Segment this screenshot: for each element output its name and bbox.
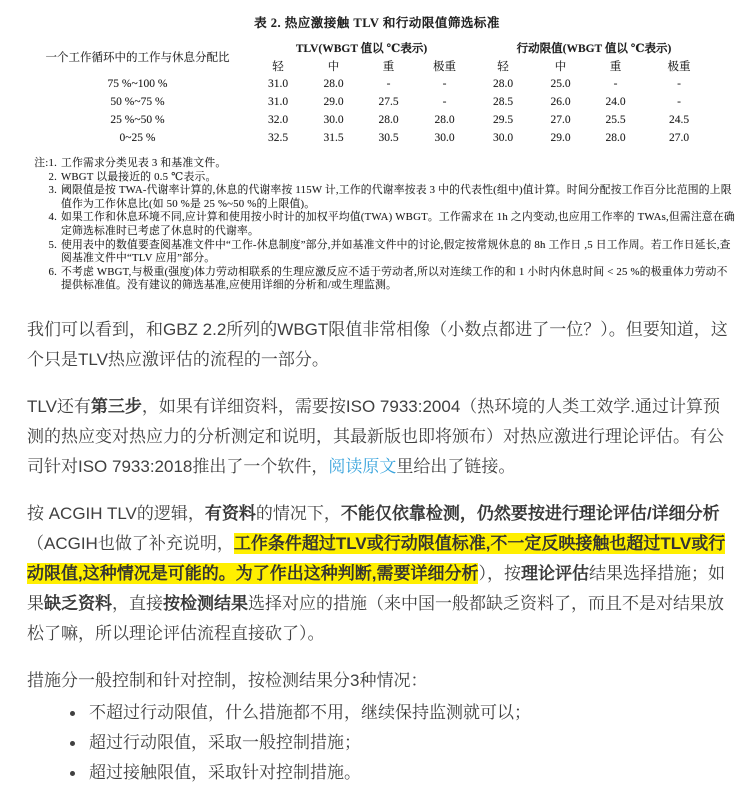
paragraph-text: ），按: [478, 563, 521, 583]
read-original-link[interactable]: 阅读原文: [328, 456, 397, 476]
note-text: 阈限值是按 TWA-代谢率计算的,休息的代谢率按 115W 计,工作的代谢率按表 3 中的代表性(组中)值计算。时间分配按工作百分比范围的上限值作为工作休息比(如 50 %是 25 %~50 %的上限值)。: [61, 184, 732, 210]
table-cell: -: [386, 78, 391, 90]
note-text: 工作需求分类见表 3 和基准文件。: [61, 157, 227, 169]
table-title: 表 2. 热应激接触 TLV 和行动限值筛选标准: [254, 16, 500, 30]
list-item-text: 超过接触限值，采取针对控制措施。: [89, 762, 361, 782]
table-cell: 28.0: [605, 132, 626, 144]
table-cell: -: [442, 78, 447, 90]
table-note: [30, 157, 736, 171]
table-cell: 32.0: [267, 114, 289, 126]
table-cell: 27.0: [668, 132, 690, 144]
table-cell: 30.0: [323, 114, 344, 126]
paragraph-text: ，直接: [112, 593, 163, 613]
bold-text: 第三步: [90, 396, 142, 416]
column-header: 极重: [433, 61, 456, 73]
bold-text: 不能仅依靠检测，仍然要按进行理论评估/详细分析: [340, 503, 720, 523]
column-header: 重: [382, 61, 395, 73]
paragraph-text: 按 ACGIH TLV的逻辑，: [27, 503, 205, 523]
table-cell: 28.5: [492, 96, 514, 108]
bold-text: 理论评估: [520, 563, 589, 583]
note-text: WBGT 以最接近的 0.5 ℃表示。: [61, 170, 217, 183]
paragraph-text: TLV还有: [27, 396, 91, 416]
column-header: 轻: [497, 61, 509, 73]
paragraph-text: （ACGIH也做了补充说明，: [27, 533, 234, 553]
paragraph-text: 里给出了链接。: [396, 456, 516, 476]
table-cell: 30.0: [492, 132, 514, 144]
table-cell: 27.5: [378, 96, 399, 108]
table-note: [30, 211, 736, 238]
bullet-icon: [70, 771, 75, 776]
paragraph-text: ，如果有详细资料，需要按ISO 7933:2004（热环境的人类工效学.通过计算预测的热应变对热应力的分析测定和说明，其最新版也即将颁布）对热应激进行理论评估。有公司针对ISO 7933:2018推出了一个软件，: [27, 396, 724, 476]
bullet-icon: [70, 711, 75, 716]
table-note: [30, 266, 736, 293]
tlv-limits-table: [25, 39, 715, 147]
column-header: 轻: [272, 61, 284, 73]
table-cell: -: [677, 78, 681, 90]
row-header: 一个工作循环中的工作与休息分配比: [45, 52, 230, 64]
note-text: 使用表中的数值要查阅基准文件中“工作-休息制度”部分,并如基准文件中的讨论,假定按常规休息的 8h 工作日 ,5 日工作周。若工作日延长,查阅基准文件中“TLV 应用”部分。: [61, 238, 731, 265]
table-cell: 28.0: [323, 78, 344, 90]
scanned-table-section: [0, 0, 754, 293]
table-cell: 27.0: [550, 114, 571, 126]
row-label: 0~25 %: [119, 132, 156, 144]
paragraph-acgih-logic: [27, 499, 728, 649]
paragraph-text: 结果选择措施；如果: [27, 563, 725, 613]
table-cell: -: [442, 96, 447, 108]
note-number: 6.: [48, 265, 57, 278]
bullet-icon: [70, 741, 75, 746]
table-row: [25, 129, 715, 147]
table-cell: 28.0: [434, 114, 455, 126]
paragraph-measures-intro: [27, 666, 728, 696]
table-cell: 28.0: [378, 114, 399, 126]
table-cell: 26.0: [550, 96, 571, 108]
note-number: 2.: [48, 170, 57, 183]
table-row: [25, 75, 715, 93]
column-group-action-limit: 行动限值(WBGT 值以 ℃表示): [516, 43, 672, 55]
measures-list: [27, 698, 728, 788]
paragraph-text: 我们可以看到，和GBZ 2.2所列的WBGT限值非常相像（小数点都进了一位？）。但要知道，这个只是TLV热应激评估的流程的一部分。: [27, 319, 728, 369]
table-note: [30, 171, 736, 185]
table-cell: 24.5: [668, 114, 690, 126]
bold-text: 有资料: [204, 503, 256, 523]
note-number: 5.: [48, 238, 57, 251]
table-cell: 30.0: [434, 132, 455, 144]
table-notes: [30, 157, 736, 293]
list-item-text: 超过行动限值，采取一般控制措施；: [89, 732, 361, 752]
list-item: [57, 758, 728, 788]
table-cell: 31.5: [323, 132, 344, 144]
note-text: 不考虑 WBGT,与极重(强度)体力劳动相联系的生理应激反应不适于劳动者,所以对连续工作的和 1 小时内休息时间 < 25 %的极重体力劳动不提供标准值。没有建议的筛选基准,应使用详细的分析和/或生理监测。: [61, 265, 728, 292]
table-cell: -: [613, 78, 618, 90]
column-header: 极重: [667, 61, 691, 73]
list-item: [57, 728, 728, 758]
table-cell: 32.5: [267, 132, 289, 144]
table-cell: 31.0: [267, 96, 289, 108]
table-cell: 25.5: [605, 114, 626, 126]
row-label: 75 %~100 %: [107, 78, 168, 90]
note-number: 注:1.: [34, 157, 57, 169]
table-note: [30, 239, 736, 266]
table-cell: -: [677, 96, 681, 108]
column-group-tlv: TLV(WBGT 值以 ℃表示): [295, 43, 428, 55]
row-label: 25 %~50 %: [110, 114, 165, 126]
bold-text: 按检测结果: [163, 593, 248, 613]
article-body: [27, 315, 728, 788]
table-cell: 29.5: [492, 114, 514, 126]
list-item: [57, 698, 728, 728]
paragraph-text: 选择对应的措施（来中国一般都缺乏资料了，而且不是对结果放松了嘛，所以理论评估流程直接砍了）。: [27, 593, 724, 643]
bold-text: 缺乏资料: [44, 593, 112, 613]
paragraph-comparison: [27, 315, 728, 375]
table-cell: 29.0: [550, 132, 571, 144]
table-cell: 31.0: [267, 78, 289, 90]
column-header: 重: [609, 61, 622, 73]
table-cell: 29.0: [323, 96, 344, 108]
note-number: 3.: [48, 184, 57, 197]
column-header: 中: [554, 61, 567, 73]
note-number: 4.: [48, 211, 57, 224]
paragraph-text: 的情况下，: [255, 503, 341, 523]
highlighted-text: 工作条件超过TLV或行动限值标准,不一定反映接触也超过TLV或行动限值,这种情况是可能的。为了作出这种判断,需要详细分析: [27, 533, 726, 583]
table-note: [30, 184, 736, 211]
table-cell: 28.0: [492, 78, 514, 90]
paragraph-third-step: [27, 392, 728, 482]
column-header: 中: [327, 61, 340, 73]
list-item-text: 不超过行动限值，什么措施都不用，继续保持监测就可以；: [89, 702, 531, 722]
note-text: 如果工作和休息环境不同,应计算和使用按小时计的加权平均值(TWA) WBGT。工作需求在 1h 之内变动,也应用工作率的 TWAs,但需注意在确定筛选标准时已考虑了休息时的代谢率。: [61, 211, 735, 237]
table-row: [25, 111, 715, 129]
table-cell: 25.0: [550, 78, 571, 90]
table-cell: 24.0: [605, 96, 626, 108]
table-cell: 30.5: [378, 132, 399, 144]
table-row: [25, 93, 715, 111]
paragraph-text: 措施分一般控制和针对控制，按检测结果分3种情况：: [27, 670, 428, 690]
row-label: 50 %~75 %: [110, 96, 165, 108]
